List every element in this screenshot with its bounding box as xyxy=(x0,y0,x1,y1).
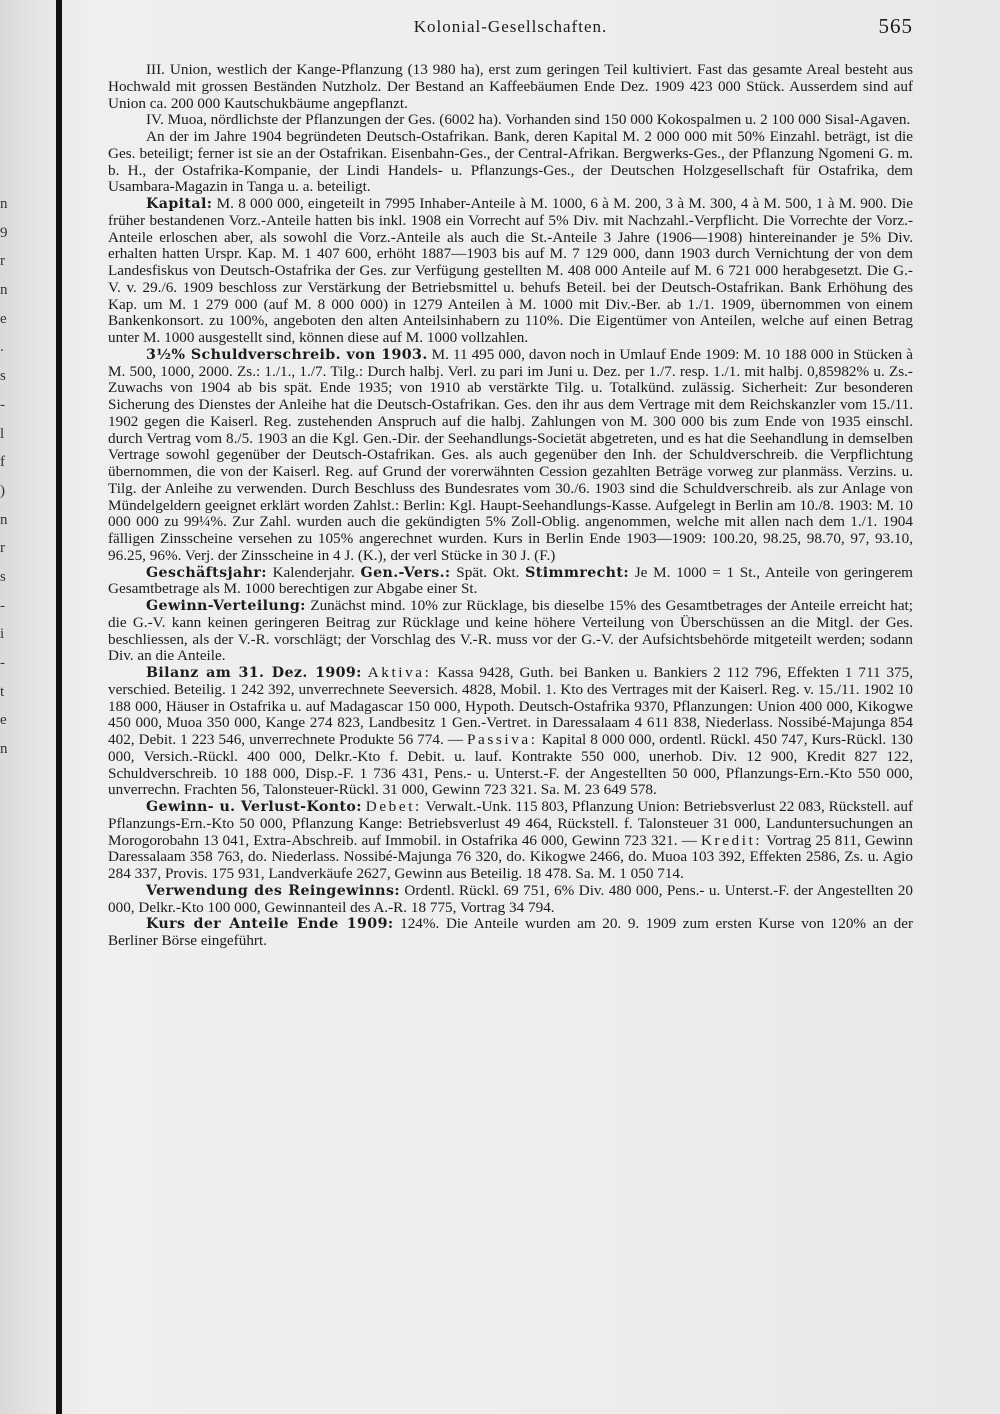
bleed-glyph: s xyxy=(0,368,6,385)
paragraph-union xyxy=(108,62,913,112)
bleed-glyph: t xyxy=(0,683,5,700)
paragraph-muoa xyxy=(108,112,913,129)
paragraph-text: Ordentl. Rückl. 69 751, 6% Div. 480 000, Pens.- u. Unterst.-F. der Angestellten 20 000, Delkr.-Kto 100 000, Gewinnanteil des A.-R. 18 775, Vortrag 34 794. xyxy=(108,881,913,916)
bleed-glyph: n xyxy=(0,741,8,758)
bleed-glyph: n xyxy=(0,196,8,212)
paragraph-text: Je M. 1000 = 1 St., Anteile von geringerem Gesamtbetrage als M. 1000 berechtigen zur Abgabe einer St. xyxy=(108,563,913,598)
section-label: Gewinn- u. Verlust-Konto: xyxy=(146,799,362,815)
previous-page-bleed xyxy=(0,190,14,764)
section-label: Geschäftsjahr: xyxy=(146,564,267,581)
paragraph-kurs xyxy=(108,916,913,950)
body-text xyxy=(108,62,913,950)
paragraph-text: IV. Muoa, nördlichste der Pflanzungen der Ges. (6002 ha). Vorhanden sind 150 000 Kokospalmen u. 2 100 000 Sisal-Agaven. xyxy=(146,111,911,129)
paragraph-bank-participation xyxy=(108,129,913,196)
bleed-glyph: e xyxy=(0,310,7,327)
paragraph-schuldverschreibung xyxy=(108,347,913,565)
bleed-glyph: - xyxy=(0,597,5,614)
paragraph-text: M. 11 495 000, davon noch in Umlauf Ende 1909: M. 10 188 000 in Stücken à M. 500, 1000, 2000. Zs.: 1./1., 1./7. Tilg.: Durch halbj. Verl. zu pari im Juni u. Dez. per 1./7. resp. 1./1. mit halbj. 0,85982% u. Zs.-Zuwachs von 1904 ab bis spät. Ende 1935; von 1910 ab verstärkte Tilg. u. Totalkünd. zulässig. Sicherheit: Zur besonderen Sicherung des Dienstes der Anleihe hat die Deutsch-Ostafrikan. Ges. den ihr aus dem Vertrage mit dem Reichskanzler vom 15./11. 1902 gegen die Kaiserl. Reg. zustehenden Anspruch auf die halbj. Zahlungen von M. 300 000 bis zum Ende von 1935 einschl. durch Vertrag vom 8./5. 1903 an die Kgl. Gen.-Dir. der Seehandlungs-Societät abgetreten, und es hat die Seehandlung in demselben Vertrage sowohl gegenüber der Deutsch-Ostafrikan. Ges. als auch gegenüber den Inh. der Schuldverschreib. die Verpflichtung übernommen, die von der Kaiserl. Reg. auf Grund der vorerwähnten Cession gezahlten Beträge vorweg zur planmäss. Verzins. u. Tilg. der Anleihe zu verwenden. Durch Beschluss des Bundesrates vom 30./6. 1903 sind die Schuldverschreib. als zur Anlage von Mündelgeldern geeignet erklärt worden Zahlst.: Berlin: Kgl. Haupt-Seehandlungs-Kasse. Aufgelegt in Berlin am 10./8. 1903: M. 10 000 000 zu 99¼%. Zur Zahl. wurden auch die gekündigten 5% Zoll-Oblig. angenommen, welche mit allen nach dem 1./1. 1904 fälligen Zinsscheine versehen zu 105% angerechnet wurden. Kurs in Berlin Ende 1903—1909: 100.20, 98.25, 98.70, 97, 93.10, 96.25, 96%. Verj. der Zinsscheine in 4 J. (K.), der verl Stücke in 30 J. (F.) xyxy=(108,345,914,564)
paragraph-text: Kalenderjahr. xyxy=(272,563,355,581)
paragraph-text: 124%. Die Anteile wurden am 20. 9. 1909 zum ersten Kurse von 120% an der Berliner Börse eingeführt. xyxy=(108,915,913,949)
paragraph-gewinn-verlust xyxy=(108,799,913,883)
section-label: Bilanz am 31. Dez. 1909: xyxy=(146,665,362,681)
bleed-glyph: ) xyxy=(0,482,5,499)
bleed-glyph: r xyxy=(0,253,5,270)
paragraph-text: Spät. Okt. xyxy=(456,563,520,581)
bleed-glyph: f xyxy=(0,454,5,471)
paragraph-bilanz xyxy=(108,665,913,799)
section-label: Gewinn-Verteilung: xyxy=(146,598,306,614)
bleed-glyph: - xyxy=(0,396,5,413)
section-label: Verwendung des Reingewinns: xyxy=(146,882,400,899)
section-label: Stimmrecht: xyxy=(525,564,629,581)
paragraph-text: Vortrag 25 811, Gewinn Daressalaam 358 763, do. Niederlass. Nossibé-Majunga 76 320, do. Kikogwe 2466, do. Muoa 103 392, Effekten 2586, Zs. u. Agio 284 337, Provis. 175 931, Landverkäufe 2627, Gewinn aus Beteilig. 18 478. Sa. M. 1 050 714. xyxy=(108,831,914,882)
running-header xyxy=(108,14,913,42)
bleed-glyph: . xyxy=(0,339,4,356)
paragraph-kapital xyxy=(108,196,913,347)
page-number: 565 xyxy=(878,14,913,38)
spaced-label: Debet: xyxy=(365,798,422,815)
paragraph-text: Kassa 9428, Guth. bei Banken u. Bankiers 2 112 796, Effekten 1 711 375, verschied. Beteilig. 1 242 392, unverrechnete Seeversich. 4828, Mobil. 1. Kto des Vertrages mit der Kaiserl. Reg. v. 15./11. 1902 10 188 000, Häuser in Ostafrika u. auf Madagascar 150 000, Hypoth. Deutsch-Ostafrika 9370, Pflanzungen: Union 400 000, Kikogwe 450 000, Muoa 350 000, Kange 274 823, Landbesitz 1 Gen.-Vertret. in Daressalaam 4 611 838, Niederlass. Nossibé-Majunga 854 402, Debit. 1 223 546, unverrechnete Produkte 56 774. — xyxy=(108,664,914,748)
bleed-glyph: i xyxy=(0,626,5,643)
binding-edge xyxy=(56,0,62,1414)
paragraph-geschaeftsjahr xyxy=(108,565,913,599)
paragraph-text: Kapital 8 000 000, ordentl. Rückl. 450 747, Kurs-Rückl. 130 000, Versich.-Rückl. 400 000, Delkr.-Kto f. Debit. u. lauf. Kontrakte 550 000, unerhob. Div. 12 900, Kredit 827 122, Schuldverschreib. 10 188 000, Disp.-F. 1 736 431, Pens.- u. Unterst.-F. der Angestellten 50 000, Pflanzungs-Ern.-Kto 550 000, unverrechn. Frachten 56, Talonsteuer-Rückl. 31 000, Gewinn 723 321. Sa. M. 23 649 578. xyxy=(108,731,914,799)
bleed-glyph: - xyxy=(0,655,5,671)
spaced-label: Kredit: xyxy=(700,831,763,849)
paragraph-text: III. Union, westlich der Kange-Pflanzung (13 980 ha), erst zum geringen Teil kultiviert. Fast das gesamte Areal besteht aus Hochwald mit grossen Beständen Nutzholz. Der Bestand an Kaffeebäumen Ende Dez. 1909 423 000 Stück. Ausserdem sind auf Union ca. 200 000 Kautschukbäume angepflanzt. xyxy=(108,61,913,112)
spaced-label: Aktiva: xyxy=(367,664,432,681)
spaced-label: Passiva: xyxy=(466,731,538,748)
bleed-glyph: 9 xyxy=(0,224,8,241)
section-label: Kapital: xyxy=(146,196,213,212)
bleed-glyph: n xyxy=(0,511,8,528)
section-label: Gen.-Vers.: xyxy=(360,564,451,581)
bleed-glyph: n xyxy=(0,282,8,299)
section-label: 3½% Schuldverschreib. von 1903. xyxy=(146,346,428,363)
paragraph-text: An der im Jahre 1904 begründeten Deutsch-Ostafrikan. Bank, deren Kapital M. 2 000 000 mit 50% Einzahl. beträgt, ist die Ges. beteiligt; ferner ist sie an der Ostafrikan. Eisenbahn-Ges., der Central-Afrikan. Bergwerks-Ges., der Pflanzung Ngomeni G. m. b. H., der Ostafrika-Kompanie, der Lindi Handels- u. Pflanzungs-Ges., der Deutschen Holzgesellschaft für Ostafrika, dem Usambara-Magazin in Tanga u. a. beteiligt. xyxy=(108,128,913,196)
paragraph-text: Verwalt.-Unk. 115 803, Pflanzung Union: Betriebsverlust 22 083, Rückstell. auf Pflanzungs-Ern.-Kto 50 000, Pflanzung Kange: Betriebsverlust 49 464, Rückstell. f. Talonsteuer 31 000, Landuntersuchungen an Morogorobahn 13 041, Extra-Abschreib. auf Immobil. in Ostafrika 46 000, Gewinn 723 321. — xyxy=(108,798,914,849)
bleed-glyph: e xyxy=(0,712,7,729)
paragraph-text: Zunächst mind. 10% zur Rücklage, bis dieselbe 15% des Gesamtbetrages der Anteile erreicht hat; die G.-V. kann keinen geringeren Beitrag zur Rücklage und keine höhere Verteilung von Überschüssen an die Mitgl. der Ges. beschliessen, als der V.-R. vorschlägt; der Vorschlag des V.-R. muss vor der G.-V. der Aufsichtsbehörde mitgeteilt werden; sodann Div. an die Anteile. xyxy=(108,597,913,665)
paragraph-verwendung xyxy=(108,883,913,917)
running-title: Kolonial-Gesellschaften. xyxy=(413,17,608,36)
bleed-glyph: l xyxy=(0,425,5,442)
bleed-glyph: s xyxy=(0,568,6,585)
bleed-glyph: r xyxy=(0,540,5,557)
section-label: Kurs der Anteile Ende 1909: xyxy=(146,916,394,933)
paragraph-text: M. 8 000 000, eingeteilt in 7995 Inhaber-Anteile à M. 1000, 6 à M. 200, 3 à M. 300, 4 à M. 500, 1 à M. 900. Die früher bestandenen Vorz.-Anteile hatten bis inkl. 1908 ein Vorrecht auf 5% Div. mit Nachzahl.-Verpflicht. Die Vorrechte der Vorz.-Anteile erloschen aber, als sowohl die Vorz.-Anteile als auch die St.-Anteile 3 Jahre (1906—1908) hintereinander je 5% Div. erhalten hatten Urspr. Kap. M. 1 407 600, erhöht 1887—1903 bis auf M. 7 129 000, dann 1903 durch Vernichtung der von dem Landesfiskus von Deutsch-Ostafrika der Ges. zur Verfügung gestellten M. 408 000 Anteile auf M. 6 721 000 herabgesetzt. Die G.-V. v. 29./6. 1909 beschloss zur Verstärkung der Betriebsmittel u. behufs Beteil. bei der Deutsch-Ostafrikan. Bank Erhöhung des Kap. um M. 1 279 000 (auf M. 8 000 000) in 1279 Anteilen à M. 1000 mit Div.-Ber. ab 1./1. 1909, übernommen von einem Bankenkonsort. zu 100%, angeboten den alten Anteilsinhabern zu 110%. Die Eigentümer von Anteilen, welche auf einen Betrag unter M. 1000 ausgestellt sind, können diese auf M. 1000 vollzahlen. xyxy=(108,195,913,346)
paragraph-gewinn-verteilung xyxy=(108,598,913,665)
